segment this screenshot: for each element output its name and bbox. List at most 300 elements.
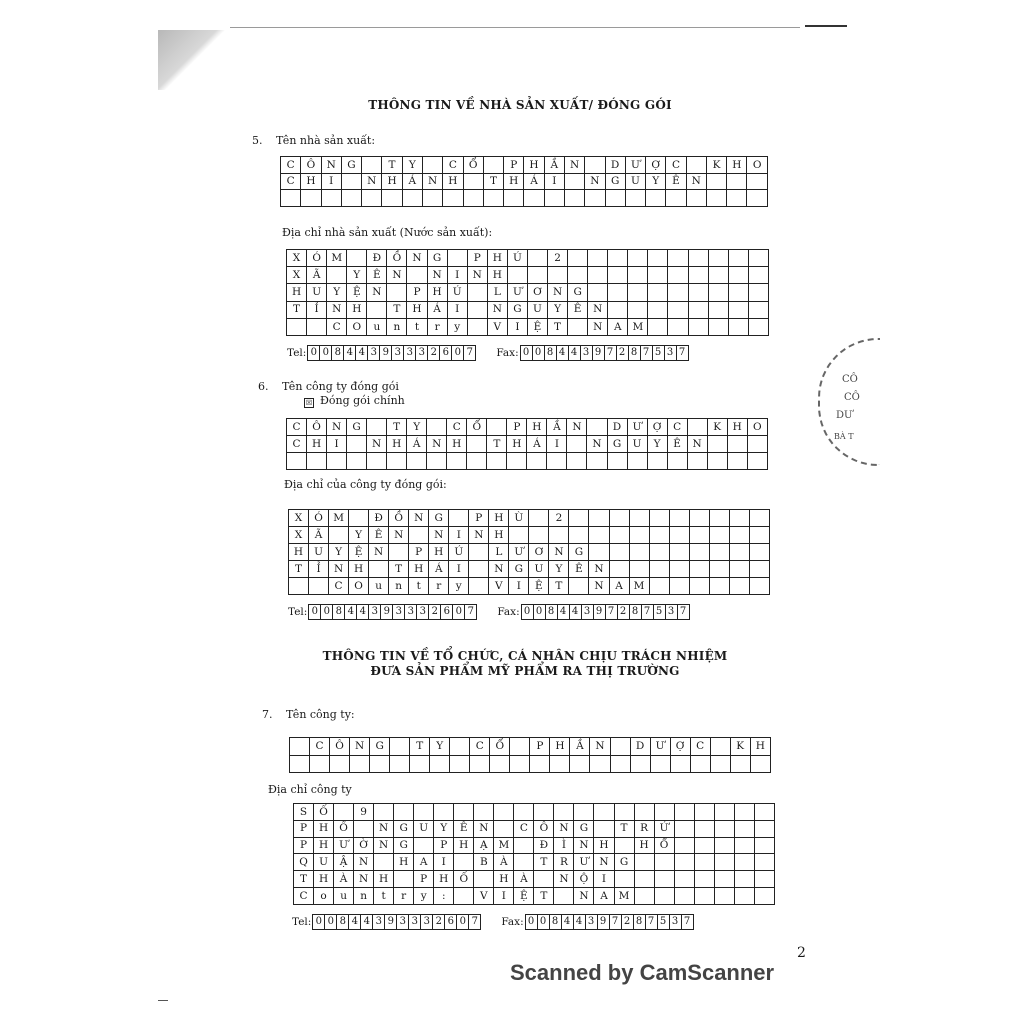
grid-cell: Ệ xyxy=(527,318,547,335)
grid-cell xyxy=(749,527,769,544)
grid-cell: Ậ xyxy=(334,854,354,871)
grid-cell xyxy=(527,250,547,267)
fax-digit: 7 xyxy=(678,604,690,620)
grid-cell: À xyxy=(334,871,354,888)
grid-cell: Ú xyxy=(507,250,527,267)
grid-cell xyxy=(608,301,628,318)
company-name-grid-table xyxy=(289,737,771,773)
fax-digit: 7 xyxy=(642,604,654,620)
grid-cell: Ổ xyxy=(490,738,510,756)
tel-digit: 3 xyxy=(417,604,429,620)
tel-digit: 7 xyxy=(469,914,481,930)
grid-cell: C xyxy=(443,157,463,174)
grid-cell: Á xyxy=(402,173,422,190)
grid-cell: Ồ xyxy=(387,250,407,267)
main-packer-checkbox[interactable]: ☒ xyxy=(305,399,313,407)
grid-cell: H xyxy=(489,527,509,544)
grid-cell xyxy=(382,190,402,207)
grid-cell xyxy=(590,755,610,773)
grid-cell xyxy=(690,755,710,773)
grid-cell xyxy=(564,190,584,207)
grid-cell xyxy=(614,804,634,821)
grid-cell: P xyxy=(407,284,427,301)
grid-cell: N xyxy=(574,888,594,905)
grid-cell xyxy=(734,837,754,854)
grid-cell xyxy=(607,453,627,470)
grid-cell: Ê xyxy=(666,173,686,190)
grid-cell: t xyxy=(409,578,429,595)
grid-cell: M xyxy=(329,510,349,527)
grid-cell xyxy=(407,267,427,284)
grid-cell: U xyxy=(625,173,645,190)
manufacturer-name-grid-table xyxy=(280,156,768,207)
grid-cell xyxy=(534,804,554,821)
grid-cell xyxy=(524,190,544,207)
grid-cell xyxy=(747,190,768,207)
grid-cell xyxy=(474,871,494,888)
grid-cell: Ư xyxy=(574,854,594,871)
grid-cell xyxy=(694,871,714,888)
grid-cell: Ầ xyxy=(570,738,590,756)
tel-digit: 9 xyxy=(380,345,392,361)
grid-cell: I xyxy=(594,871,614,888)
fax-digit: 3 xyxy=(666,604,678,620)
grid-cell xyxy=(567,436,587,453)
grid-row xyxy=(287,453,768,470)
grid-cell: H xyxy=(314,837,334,854)
grid-cell: I xyxy=(447,267,467,284)
grid-cell: Ó xyxy=(309,510,329,527)
grid-cell xyxy=(648,284,668,301)
grid-cell xyxy=(750,755,770,773)
grid-cell xyxy=(370,755,390,773)
grid-cell: Đ xyxy=(367,250,387,267)
grid-cell: N xyxy=(588,318,608,335)
grid-cell: r xyxy=(429,578,449,595)
grid-cell xyxy=(467,318,487,335)
grid-cell: N xyxy=(367,436,387,453)
grid-cell: G xyxy=(569,544,589,561)
grid-cell xyxy=(394,871,414,888)
grid-cell: y xyxy=(414,888,434,905)
grid-cell: Y xyxy=(407,419,427,436)
grid-cell: U xyxy=(414,820,434,837)
grid-cell xyxy=(709,578,729,595)
tel-digit: 4 xyxy=(361,914,373,930)
grid-cell: P xyxy=(294,837,314,854)
grid-cell: H xyxy=(504,173,524,190)
grid-cell: N xyxy=(574,837,594,854)
grid-cell: N xyxy=(354,854,374,871)
grid-cell xyxy=(507,267,527,284)
heading-responsible-line2: ĐƯA SẢN PHẨM MỸ PHẨM RA THỊ TRƯỜNG xyxy=(370,664,680,678)
grid-cell xyxy=(727,436,747,453)
grid-cell: L xyxy=(489,544,509,561)
grid-cell: N xyxy=(374,820,394,837)
bottom-mark xyxy=(158,1000,168,1001)
grid-cell: N xyxy=(427,267,447,284)
grid-cell: T xyxy=(410,738,430,756)
tel-digit: 3 xyxy=(373,914,385,930)
grid-cell xyxy=(629,544,649,561)
grid-cell: H xyxy=(443,173,463,190)
grid-cell xyxy=(329,527,349,544)
grid-cell: N xyxy=(474,820,494,837)
grid-cell xyxy=(634,888,654,905)
grid-cell xyxy=(688,284,708,301)
grid-cell xyxy=(648,301,668,318)
grid-cell: H xyxy=(489,510,509,527)
grid-cell: t xyxy=(407,318,427,335)
grid-cell: Ố xyxy=(314,804,334,821)
grid-cell xyxy=(608,267,628,284)
grid-cell: G xyxy=(427,250,447,267)
tel-digit: 9 xyxy=(385,914,397,930)
grid-cell: C xyxy=(514,820,534,837)
grid-row xyxy=(289,510,770,527)
grid-cell: Ờ xyxy=(354,837,374,854)
grid-cell: N xyxy=(367,284,387,301)
grid-cell xyxy=(669,578,689,595)
grid-cell: Á xyxy=(429,561,449,578)
grid-cell xyxy=(754,804,774,821)
grid-cell xyxy=(687,419,707,436)
grid-row xyxy=(287,436,768,453)
grid-cell xyxy=(674,888,694,905)
grid-cell: X xyxy=(287,267,307,284)
grid-cell xyxy=(310,755,330,773)
grid-cell xyxy=(610,738,630,756)
grid-cell xyxy=(394,804,414,821)
grid-cell xyxy=(568,267,588,284)
grid-cell xyxy=(389,544,409,561)
grid-cell xyxy=(554,888,574,905)
grid-cell xyxy=(748,250,768,267)
grid-cell: T xyxy=(534,888,554,905)
grid-cell xyxy=(729,527,749,544)
grid-cell xyxy=(454,888,474,905)
grid-cell xyxy=(589,544,609,561)
top-rule xyxy=(230,27,800,28)
grid-cell: C xyxy=(294,888,314,905)
grid-cell xyxy=(714,820,734,837)
grid-cell: N xyxy=(549,544,569,561)
grid-cell xyxy=(529,527,549,544)
grid-cell xyxy=(281,190,301,207)
fax-digit: 8 xyxy=(629,345,641,361)
grid-cell xyxy=(728,301,748,318)
grid-cell xyxy=(307,318,327,335)
packer-checkbox-row xyxy=(304,394,405,407)
grid-cell xyxy=(594,820,614,837)
grid-cell xyxy=(454,854,474,871)
grid-cell: S xyxy=(294,804,314,821)
grid-cell xyxy=(434,804,454,821)
grid-cell xyxy=(585,190,605,207)
grid-cell: n xyxy=(354,888,374,905)
grid-cell xyxy=(527,267,547,284)
grid-cell: H xyxy=(727,157,747,174)
grid-cell: O xyxy=(349,578,369,595)
grid-cell: T xyxy=(389,561,409,578)
grid-cell: I xyxy=(494,888,514,905)
grid-cell: N xyxy=(487,301,507,318)
grid-cell: t xyxy=(374,888,394,905)
grid-cell xyxy=(654,804,674,821)
grid-cell xyxy=(504,190,524,207)
grid-cell: P xyxy=(294,820,314,837)
grid-cell: Ổ xyxy=(467,419,487,436)
grid-cell xyxy=(568,318,588,335)
tel-digit: 3 xyxy=(409,914,421,930)
grid-cell xyxy=(625,190,645,207)
tel-digit: 0 xyxy=(320,345,332,361)
grid-cell: N xyxy=(467,267,487,284)
grid-cell: N xyxy=(686,173,706,190)
grid-cell: H xyxy=(487,250,507,267)
grid-cell xyxy=(614,837,634,854)
grid-cell: H xyxy=(634,837,654,854)
grid-cell: H xyxy=(349,561,369,578)
grid-cell xyxy=(747,453,767,470)
tel-digit: 4 xyxy=(349,914,361,930)
grid-cell: Ô xyxy=(301,157,321,174)
grid-cell: Đ xyxy=(369,510,389,527)
grid-cell: Ì xyxy=(554,837,574,854)
grid-cell: C xyxy=(287,436,307,453)
grid-cell: N xyxy=(327,419,347,436)
grid-cell: C xyxy=(310,738,330,756)
grid-cell xyxy=(674,871,694,888)
grid-cell xyxy=(450,738,470,756)
fax-digit: 3 xyxy=(586,914,598,930)
grid-cell xyxy=(427,453,447,470)
grid-cell xyxy=(649,578,669,595)
grid-cell: P xyxy=(530,738,550,756)
grid-cell xyxy=(362,190,382,207)
grid-cell: N xyxy=(489,561,509,578)
grid-cell xyxy=(709,544,729,561)
grid-cell: X xyxy=(287,250,307,267)
grid-cell: V xyxy=(487,318,507,335)
grid-cell: y xyxy=(447,318,467,335)
grid-cell: A xyxy=(594,888,614,905)
grid-cell: U xyxy=(314,854,334,871)
grid-cell: Ư xyxy=(334,837,354,854)
grid-cell xyxy=(454,804,474,821)
tel-label: Tel: xyxy=(292,916,312,928)
grid-cell xyxy=(610,755,630,773)
grid-row xyxy=(281,190,768,207)
grid-cell xyxy=(649,527,669,544)
grid-cell: Ợ xyxy=(670,738,690,756)
grid-cell: N xyxy=(387,267,407,284)
grid-cell: O xyxy=(747,419,767,436)
grid-cell xyxy=(754,871,774,888)
fax-digit: 7 xyxy=(646,914,658,930)
grid-cell: Q xyxy=(294,854,314,871)
grid-cell xyxy=(689,561,709,578)
grid-cell: T xyxy=(287,301,307,318)
grid-cell xyxy=(670,755,690,773)
grid-cell xyxy=(554,804,574,821)
grid-cell: I xyxy=(509,578,529,595)
tel-digit: 0 xyxy=(312,914,325,930)
grid-cell xyxy=(569,578,589,595)
section5-number: 5. xyxy=(252,134,263,147)
grid-cell xyxy=(514,854,534,871)
grid-cell: C xyxy=(327,318,347,335)
grid-cell: M xyxy=(629,578,649,595)
grid-cell: U xyxy=(307,284,327,301)
grid-cell xyxy=(747,436,767,453)
grid-cell xyxy=(350,755,370,773)
grid-cell: Ù xyxy=(509,510,529,527)
grid-cell: Y xyxy=(430,738,450,756)
grid-cell: G xyxy=(347,419,367,436)
grid-cell: A xyxy=(414,854,434,871)
grid-cell xyxy=(669,544,689,561)
grid-cell xyxy=(688,267,708,284)
grid-cell xyxy=(710,738,730,756)
grid-cell: 2 xyxy=(548,250,568,267)
company-stamp xyxy=(818,338,880,466)
tel-digit: 2 xyxy=(429,604,441,620)
grid-cell: U xyxy=(309,544,329,561)
grid-cell xyxy=(707,453,727,470)
grid-cell xyxy=(629,527,649,544)
grid-row xyxy=(289,544,770,561)
grid-cell xyxy=(569,510,589,527)
grid-cell: Ú xyxy=(447,284,467,301)
grid-cell: Ễ xyxy=(454,820,474,837)
grid-cell: O xyxy=(747,157,768,174)
grid-cell xyxy=(749,510,769,527)
grid-cell xyxy=(585,157,605,174)
main-packer-label: Đóng gói chính xyxy=(320,394,405,407)
grid-cell: G xyxy=(568,284,588,301)
grid-cell xyxy=(483,157,503,174)
grid-cell xyxy=(467,436,487,453)
grid-cell xyxy=(708,284,728,301)
grid-cell xyxy=(534,871,554,888)
grid-cell: G xyxy=(607,436,627,453)
grid-cell: Ơ xyxy=(529,544,549,561)
grid-cell: T xyxy=(289,561,309,578)
grid-cell xyxy=(654,871,674,888)
grid-cell: C xyxy=(666,157,686,174)
tel-digit: 3 xyxy=(397,914,409,930)
packer-name-grid-table xyxy=(286,418,768,470)
grid-cell xyxy=(648,267,668,284)
grid-cell xyxy=(734,888,754,905)
grid-cell: Á xyxy=(527,436,547,453)
grid-cell: N xyxy=(589,561,609,578)
grid-cell xyxy=(754,888,774,905)
grid-cell xyxy=(387,284,407,301)
grid-cell xyxy=(689,578,709,595)
grid-cell xyxy=(654,854,674,871)
grid-cell: N xyxy=(321,157,341,174)
grid-cell: Ố xyxy=(334,820,354,837)
grid-cell xyxy=(609,544,629,561)
grid-row xyxy=(287,419,768,436)
grid-cell: À xyxy=(494,854,514,871)
grid-row xyxy=(287,267,769,284)
grid-cell: Ê xyxy=(367,267,387,284)
company-address-label: Địa chỉ công ty xyxy=(268,783,352,796)
fax-digit: 8 xyxy=(634,914,646,930)
grid-cell xyxy=(728,318,748,335)
grid-cell: X xyxy=(289,510,309,527)
fax-digit: 0 xyxy=(521,604,534,620)
grid-cell: N xyxy=(354,871,374,888)
grid-cell xyxy=(529,510,549,527)
fax-digit: 3 xyxy=(670,914,682,930)
grid-cell: R xyxy=(554,854,574,871)
grid-row xyxy=(294,804,775,821)
grid-cell xyxy=(688,250,708,267)
grid-cell: Ú xyxy=(449,544,469,561)
grid-cell xyxy=(754,854,774,871)
grid-cell xyxy=(674,837,694,854)
fax-digit: 4 xyxy=(558,604,570,620)
grid-cell: D xyxy=(605,157,625,174)
grid-cell: Á xyxy=(427,301,447,318)
grid-cell xyxy=(589,510,609,527)
grid-cell xyxy=(409,527,429,544)
grid-row xyxy=(294,854,775,871)
grid-cell: u xyxy=(369,578,389,595)
tel-digit: 7 xyxy=(465,604,477,620)
grid-row xyxy=(287,250,769,267)
grid-cell xyxy=(650,755,670,773)
stamp-text-2: CÔ xyxy=(844,392,860,403)
grid-cell xyxy=(309,578,329,595)
grid-cell: V xyxy=(474,888,494,905)
grid-cell xyxy=(334,804,354,821)
grid-row xyxy=(287,284,769,301)
grid-cell xyxy=(747,173,768,190)
tel-digit: 3 xyxy=(421,914,433,930)
tel-digit: 0 xyxy=(321,604,333,620)
grid-cell xyxy=(630,755,650,773)
tel-digit: 0 xyxy=(308,604,321,620)
grid-cell: H xyxy=(307,436,327,453)
grid-cell xyxy=(629,561,649,578)
packer-address-grid-table xyxy=(288,509,770,595)
grid-cell: Ợ xyxy=(646,157,666,174)
grid-cell xyxy=(609,561,629,578)
grid-cell: M xyxy=(494,837,514,854)
fax-digit: 5 xyxy=(658,914,670,930)
fax-digit: 0 xyxy=(520,345,533,361)
grid-cell xyxy=(686,157,706,174)
grid-cell: M xyxy=(614,888,634,905)
grid-cell xyxy=(490,755,510,773)
tel-digit: 2 xyxy=(433,914,445,930)
grid-cell xyxy=(447,250,467,267)
grid-cell: H xyxy=(594,837,614,854)
grid-cell: T xyxy=(382,157,402,174)
grid-cell xyxy=(290,755,310,773)
grid-row xyxy=(289,561,770,578)
grid-cell: H xyxy=(447,436,467,453)
tel-digit: 3 xyxy=(404,345,416,361)
grid-cell: H xyxy=(347,301,367,318)
grid-cell xyxy=(450,755,470,773)
grid-cell: P xyxy=(409,544,429,561)
